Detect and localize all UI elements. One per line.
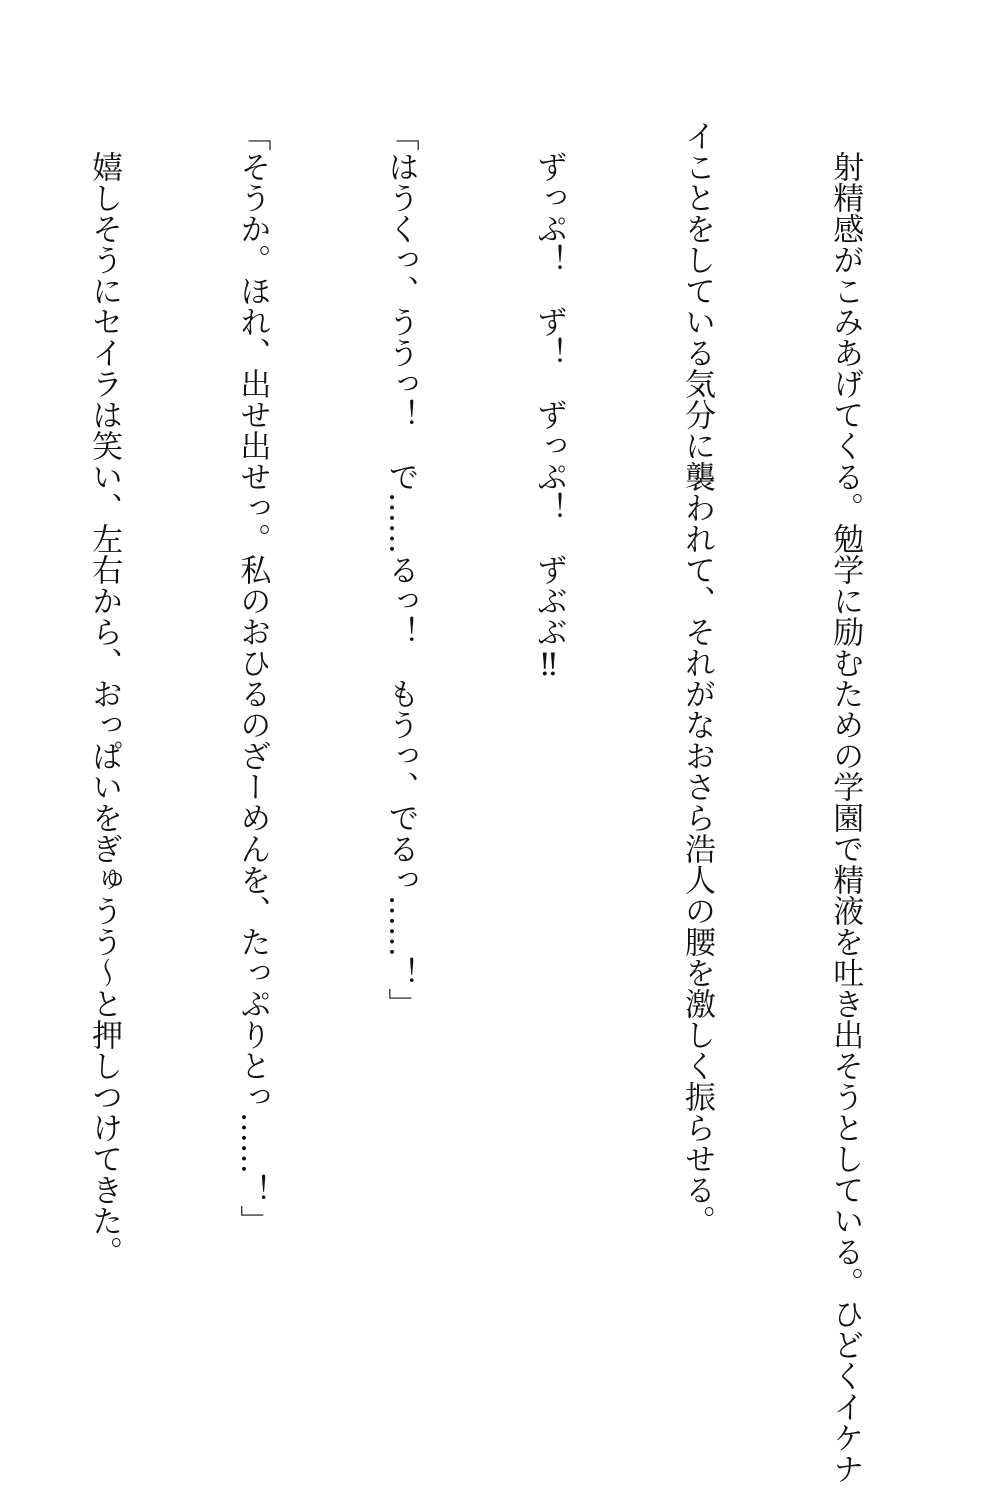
- text-line: 「そうか。ほれ、出せ出せっ。私のおひるのざーめんを、たっぷりとっ……！」: [234, 120, 271, 1236]
- text-line: 射精感がこみあげてくる。勉学に励むための学園で精液を吐き出そうとしている。ひどくイケナ: [827, 120, 864, 1484]
- vertical-text-body: [86, 120, 968, 1484]
- text-line: イことをしている気分に襲われて、それがなおさら浩人の腰を激しく振らせる。: [678, 120, 715, 1236]
- text-line: ずっぷ！ ず！ ずっぷ！ ずぶぶ‼: [530, 120, 567, 683]
- text-line: 嬉しそうにセイラは笑い、左右から、おっぱいをぎゅうう〜と押しつけてきた。: [86, 120, 123, 1267]
- text-line: 「はうくっ、ううっ！ で……るっ！ もうっ、でるっ……！」: [382, 120, 419, 1019]
